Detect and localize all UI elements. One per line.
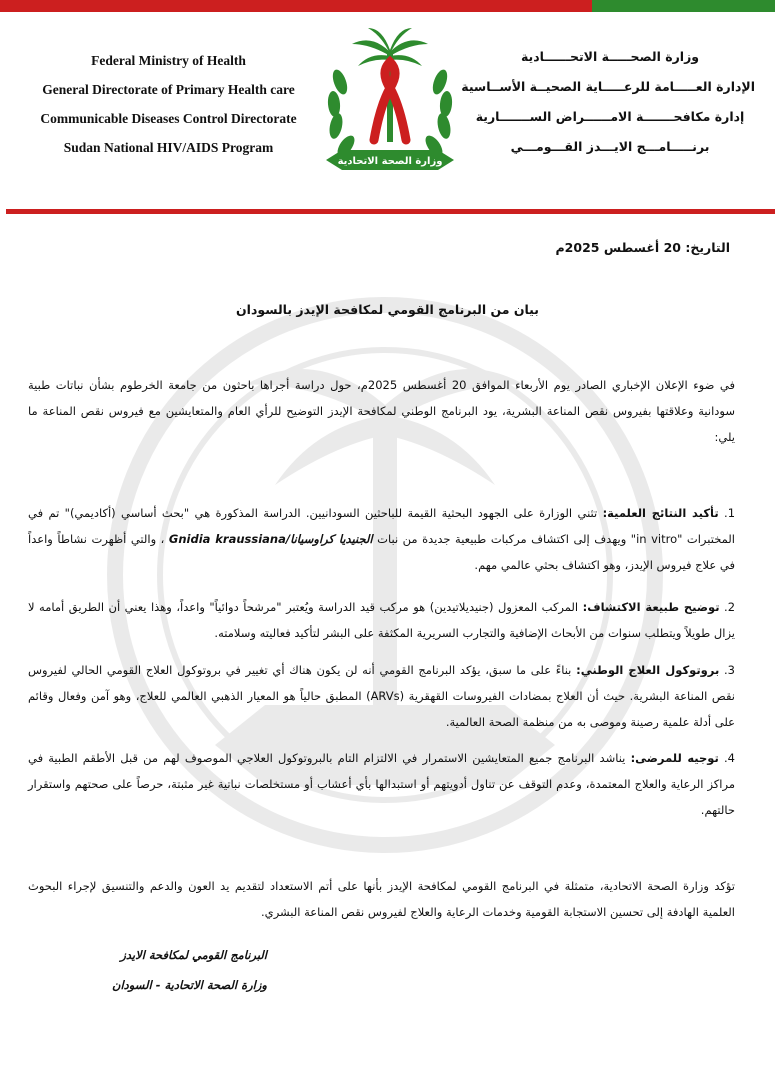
statement-title: بيان من البرنامج القومي لمكافحة الإيدز بالسودان <box>236 302 539 317</box>
point-3 <box>28 657 735 735</box>
intro-paragraph: في ضوء الإعلان الإخباري الصادر يوم الأربعاء الموافق 20 أغسطس 2025م، حول دراسة أجراها باحثون من جامعة الخرطوم بشأن نباتات طبية سودانية وعلاقتها بفيروس نقص المناعة البشرية، يود البرنامج الوطني لمكافحة الإيدز التوضيح للرأي العام والمتعايشين مع فيروس نقص المناعة ما يلي: <box>28 378 736 444</box>
point-heading: توضيح طبيعة الاكتشاف: <box>582 600 720 614</box>
point-text: يناشد البرنامج جميع المتعايشين الاستمرار في الالتزام التام بالبروتوكول العلاجي الموصوف لهم من قبل الأطقم الطبية في مراكز الرعاية والعلاج المعتمدة، وعدم التوقف عن تناول أدويتهم أو استبدالها بأي أعشاب أو مستخلصات نباتية غير مثبتة، حرصاً على صحتهم واستقرار حالتهم. <box>28 751 735 817</box>
header-divider <box>6 209 775 214</box>
header-ar-line-4: برنـــــامـــج الايـــدز القـــومـــي <box>510 139 710 154</box>
top-color-bar <box>0 0 775 12</box>
signature-line-2: وزارة الصحة الاتحادية - السودان <box>112 978 267 992</box>
point-4 <box>28 745 735 823</box>
point-2 <box>28 594 735 646</box>
signature-line-1: البرنامج القومي لمكافحة الايدز <box>120 948 267 962</box>
header-ar-line-1: وزارة الصحـــــة الاتحــــــادية <box>520 49 700 64</box>
header-ar-line-3: إدارة مكافحـــــــة الامــــــراض الســـــــارية <box>475 109 745 124</box>
header-en-line-2: General Directorate of Primary Health care <box>42 82 295 97</box>
logo-text: وزارة الصحة الاتحادية <box>337 156 443 167</box>
point-text-end: ، والتي أظهرت نشاطاً واعداً في علاج فيروس الإيدز، وهو اكتشاف بحثي عالمي مهم. <box>28 532 735 572</box>
point-heading: بروتوكول العلاج الوطني: <box>576 663 720 677</box>
header-en-line-1: Federal Ministry of Health <box>91 53 246 68</box>
point-heading: تأكيد النتائج العلمية: <box>602 506 719 520</box>
point-number: 3. <box>724 663 735 677</box>
ministry-logo-icon <box>312 22 468 182</box>
point-text: المركب المعزول (جنيديلاتيدين) هو مركب قيد الدراسة ويُعتبر "مرشحاً دوائياً" واعداً، وهذا يعني أن الطريق أمامه لا يزال طويلاً ويتطلب سنوات من الأبحاث الإضافية والتجارب السريرية المكثفة على البشر لتأكيد فعاليته وسلامته. <box>28 600 735 640</box>
point-1 <box>28 500 735 578</box>
point-number: 4. <box>724 751 735 765</box>
closing-paragraph: تؤكد وزارة الصحة الاتحادية، متمثلة في البرنامج القومي لمكافحة الإيدز بأنها على أتم الاستعداد لتقديم يد العون والدعم والتنسيق لإجراء البحوث العلمية الهادفة إلى تحسين الاستجابة القومية وخدمات الرعاية والعلاج لفيروس نقص المناعة البشري. <box>28 879 735 919</box>
header-arabic <box>461 42 755 162</box>
header-ar-line-2: الإدارة العـــــامة للرعـــــاية الصحيــة الأســاسية <box>461 79 755 94</box>
document-date: التاريخ: 20 أغسطس 2025م <box>555 240 730 255</box>
point-heading: توجيه للمرضى: <box>630 751 719 765</box>
point-number: 2. <box>724 600 736 614</box>
point-text: تثني الوزارة على الجهود البحثية القيمة للباحثين السودانيين. الدراسة المذكورة هي "بحث أساسي (أكاديمي)" تم في المختبرات "in vitro" ويهدف إلى اكتشاف مركبات طبيعية جديدة من نبات <box>28 506 735 546</box>
header-en-line-3: Communicable Diseases Control Directorate <box>40 111 297 126</box>
top-bar-red <box>0 0 592 12</box>
header-english <box>26 46 311 162</box>
point-number: 1. <box>724 506 736 520</box>
header-en-line-4: Sudan National HIV/AIDS Program <box>63 140 274 155</box>
top-bar-green <box>592 0 775 12</box>
point-text: بناءً على ما سبق، يؤكد البرنامج القومي أنه لن يكون هناك أي تغيير في بروتوكول العلاج القومي الحالي لفيروس نقص المناعة البشرية. حيث أن العلاج بمضادات الفيروسات القهقرية (ARVs) المطبق حالياً هو المعيار الذهبي العالمي للعلاج، وهو آمن وفعال وقائم على أدلة علمية رصينة وموصى به من منظمة الصحة العالمية. <box>28 663 735 729</box>
plant-name: الجنيديا كراوسيانا/Gnidia kraussiana <box>168 532 373 546</box>
